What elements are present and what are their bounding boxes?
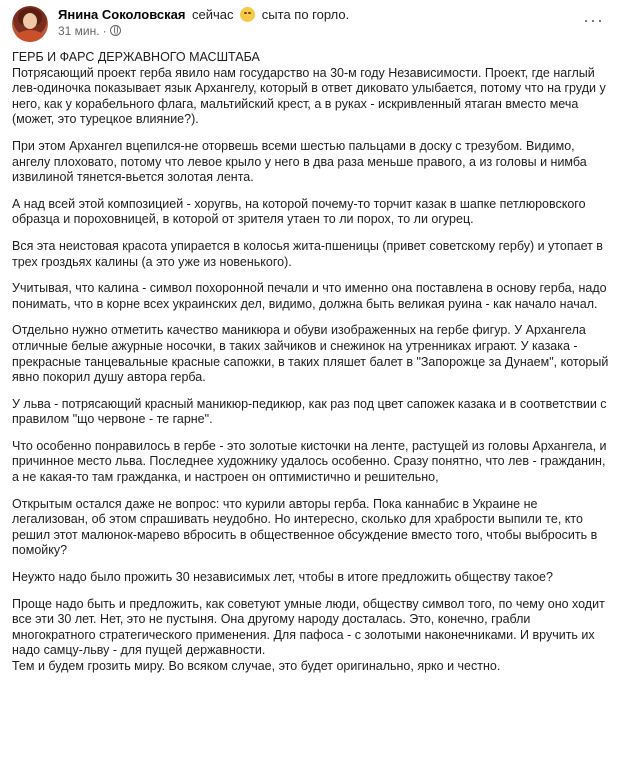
post-paragraph: Потрясающий проект герба явило нам государство на 30-м году Независимости. Проект, где наглый лев-одиночка показывает язык Архангелу, который в ответ диковато улыбается, потому что на груди у него, как у корабельного флага, мальтийский крест, а в руках - искривленный ятаган вместо меча (может, это турецкое влияние?). [12,65,606,127]
post-title: ГЕРБ И ФАРС ДЕРЖАВНОГО МАСШТАБА [12,50,260,64]
post-paragraph: Проще надо быть и предложить, как советуют умные люди, обществу символ того, по чему оно ходит все эти 30 лет. Нет, это не пустыня. Она другому народу досталась. Это, конечно, грабли многократного стратегического применения. Для пафоса - с золотыми наконечниками. И вручить их надо самцу-льву - для пущей державности. Тем и будем грозить миру. Во всяком случае, это будет оригинально, ярко и честно. [12,596,605,673]
drooling-face-icon [240,7,255,22]
author-line [58,7,349,22]
post-paragraph: Неужто надо было прожить 30 независимых лет, чтобы в итоге предложить обществу такое? [12,570,553,585]
globe-icon[interactable] [110,25,121,36]
post-body [12,50,612,686]
author-avatar[interactable] [12,6,48,42]
feeling-text: сыта по горло. [261,7,350,22]
post-meta: 31 мин. · [58,24,121,38]
post-timestamp[interactable]: 31 мин. [58,24,100,38]
post-paragraph: Вся эта неистовая красота упирается в колосья жита-пшеницы (привет советскому гербу) и утопает в трех гроздьях калины (а это уже из новенького). [12,238,603,269]
post-paragraph: Что особенно понравилось в гербе - это золотые кисточки на ленте, растущей из головы Архангела, и причинное место льва. Последнее художнику удалось особенно. Сразу понятно, что лев - гражданин, а не какая-то там гражданка, и настроен он оптимистично и решительно, [12,438,607,485]
post-paragraph: Открытым остался даже не вопрос: что курили авторы герба. Пока каннабис в Украине не легализован, об этом спрашивать неудобно. Но интересно, сколько для храбрости выпили те, кто решил этот малюнок-марево вбросить в общественное обсуждение вместо того, чтобы выбросить в помойку? [12,496,598,558]
author-name[interactable]: Янина Соколовская [58,7,186,22]
post-paragraph: При этом Архангел вцепился-не оторвешь всеми шестью пальцами в доску с трезубом. Видимо, ангелу плоховато, потому что левое крыло у него в два раза меньше правого, а из головы и нимба извилиной тянется-вьется золотая лента. [12,138,587,185]
post-paragraph: У льва - потрясающий красный маникюр-педикюр, как раз под цвет сапожек казака и в соответствии с правилом "що червоне - те гарне". [12,396,607,427]
post-paragraph: Учитывая, что калина - символ похоронной печали и что именно она поставлена в основу герба, надо понимать, что в корне всех украинских дел, видимо, должна быть великая руина - как начало начал. [12,281,607,311]
more-options-icon[interactable]: ··· [583,10,604,30]
status-prefix: сейчас [192,7,234,22]
post-paragraph: А над всей этой композицией - хоругвь, на которой почему-то торчит казак в шапке петлюровского образца и пороховницей, в которой от зрителя утаен то ли порох, то ли огурец. [12,196,586,227]
post-header [12,6,608,40]
post-paragraph: Отдельно нужно отметить качество маникюра и обуви изображенных на гербе фигур. У Архангела отличные белые ажурные носочки, в таких зайчиков и снежинок на утренниках играют. У казака - прекрасные танцевальные красные сапожки, в таких пляшет балет в "Запорожце за Дунаем", который явно покорил душу автора герба. [12,323,609,385]
